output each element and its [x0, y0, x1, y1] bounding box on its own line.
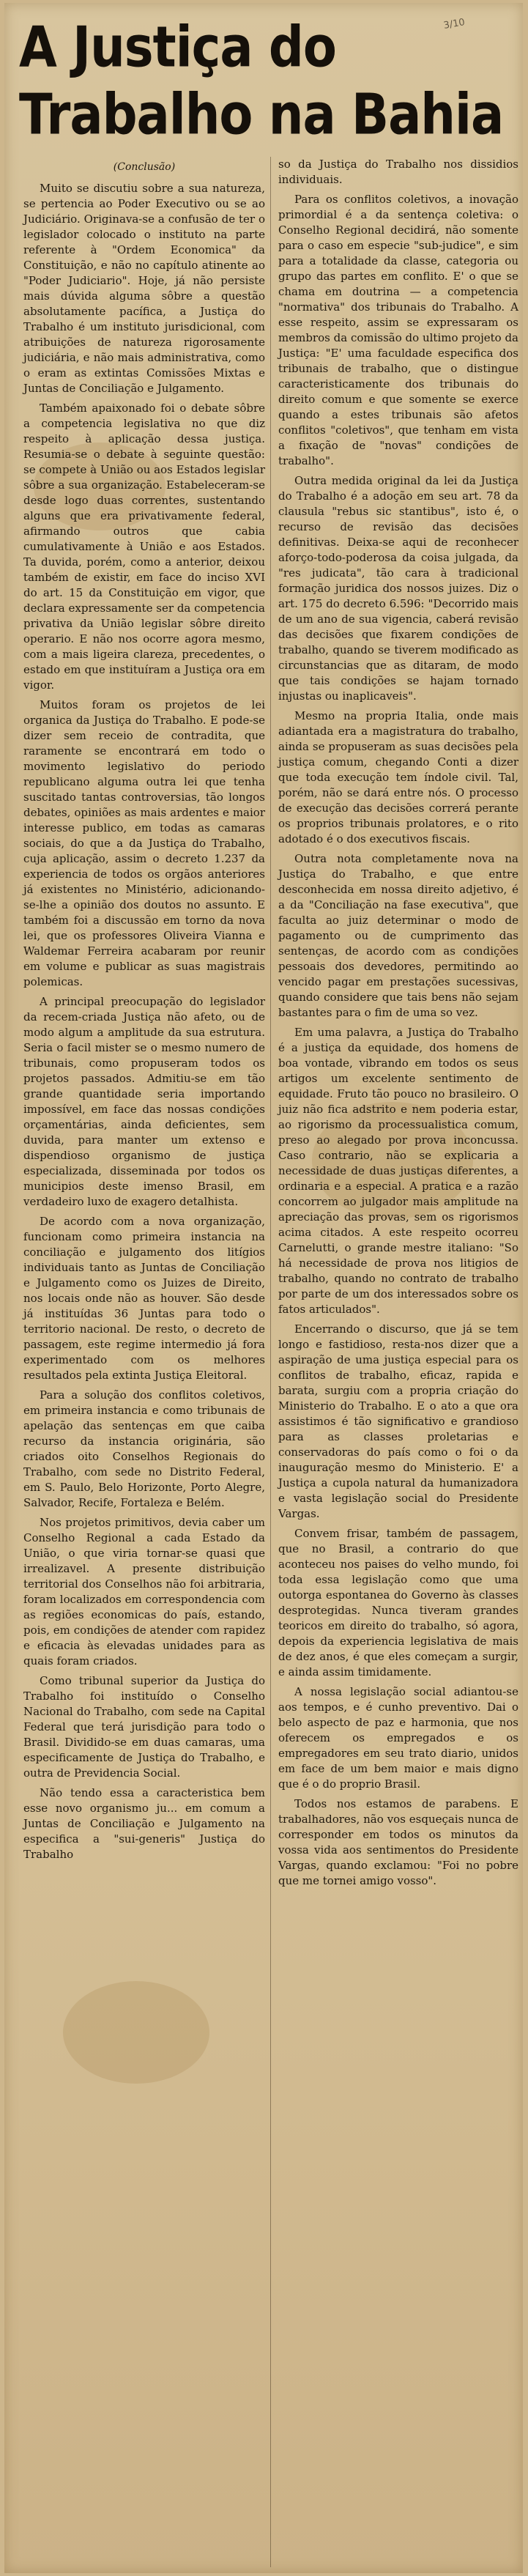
article-paragraph: Não tendo essa a caracteristica bem esse novo organismo ju... em comum a Juntas de Conciliação e Julgamento na especifica a "sui-generis" Justiça do Trabalho — [23, 1786, 265, 1861]
article-paragraph: De acordo com a nova organização, funcionam como primeira instancia na conciliação e julgamento dos litígios individuais tanto as Juntas de Conciliação e Julgamento como os Juizes de Direito, nos locais onde não as houver. São desde já instituídas 36 Juntas para todo o territorio nacional. De resto, o decreto de passagem, este regime intermedio já fora experimentado com os melhores resultados pela extinta Justiça Eleitoral. — [23, 1215, 265, 1382]
headline-line-2: Trabalho na Bahia — [19, 81, 504, 147]
article-paragraph: Muitos foram os projetos de lei organica da Justiça do Trabalho. E pode-se dizer sem receio de contradita, que raramente se encontrará em todo o movimento legislativo do periodo republicano alguma outra lei que tenha suscitado tantas controversias, tão longos debates, opiniões as mais ardentes e maior interesse publico, em todas as camaras sociais, do que a da Justiça do Trabalho, cuja aplicação, assim o decreto 1.237 da experiencia de todos os orgãos anteriores já existentes no Ministério, adicionando-se-lhe a opinião dos doutos no assunto. E também foi a discussão em torno da nova lei, que os professores Oliveira Vianna e Waldemar Ferreira acabaram por reunir em volume e publicar as suas magistrais polemicas. — [23, 698, 265, 988]
article-paragraph: A nossa legislação social adiantou-se aos tempos, e é cunho preventivo. Dai o belo aspecto de paz e harmonia, que nos oferecem os empregados e os empregadores em seu trato diario, unidos em face de um bem maior e mais digno que é o do proprio Brasil. — [278, 1685, 518, 1791]
article-paragraph: Em uma palavra, a Justiça do Trabalho é a justiça da equidade, dos homens de boa vontade, vibrando em todos os seus artigos um excelente sentimento de equidade. Fruto tão pouco no brasileiro. O juiz não fica adstrito e nem poderia estar, ao rigorismo da processualistica comum, preso ao alegado por prova inconcussa. Caso contrario, não se explicaria a necessidade de duas justiças diferentes, a ordinaria e a especial. A pratica e a razão concorrem ao julgador mais amplitude na apreciação das provas, sem os rigorismos acima citados. A este respeito ocorreu Carnelutti, o grande mestre italiano: "So há necessidade de prova nos litigios de trabalho, quando no contrato de trabalho por parte de um dos interessados sobre os fatos articulados". — [278, 1026, 518, 1316]
article-paragraph: Muito se discutiu sobre a sua natureza, se pertencia ao Poder Executivo ou se ao Judiciário. Originava-se a confusão de ter o legislador colocado o instituto na parte referente à "Ordem Economica" da Constituição, e não no capítulo atinente ao "Poder Judiciario". Hoje, já não persiste mais dúvida alguma sôbre a questão absolutamente pacífica, a Justiça do Trabalho é um instituto jurisdicional, com atribuições de natureza rigorosamente judiciária, e não mais administrativa, como o eram as extintas Comissões Mixtas e Juntas de Conciliação e Julgamento. — [23, 182, 265, 395]
article-paragraph: Para a solução dos conflitos coletivos, em primeira instancia e como tribunais de apelação das sentenças em que caiba recurso da instancia originária, são criados oito Conselhos Regionais do Trabalho, com sede no Distrito Federal, em S. Paulo, Belo Horizonte, Porto Alegre, Salvador, Recife, Fortaleza e Belém. — [23, 1388, 265, 1509]
article-paragraph: Todos nos estamos de parabens. E trabalhadores, não vos esqueçais nunca de corresponder em todos os minutos da vossa vida aos sentimentos do Presidente Vargas, quando exclamou: "Foi no pobre que me tornei amigo vosso". — [278, 1797, 518, 1887]
article-paragraph: Encerrando o discurso, que já se tem longo e fastidioso, resta-nos dizer que a aspiração de uma justiça especial para os conflitos de trabalho, eficaz, rapida e barata, surgiu com a propria criação do Ministerio do Trabalho. E o ato a que ora assistimos é tão significativo e grandioso para as classes proletarias e conservadoras do país como o foi o da inauguração mesmo do Ministerio. E' a Justiça a cupola natural da humanizadora e vasta legislação social do Presidente Vargas. — [278, 1322, 518, 1520]
handwritten-stamp: 3/10 — [442, 17, 466, 32]
article-paragraph: Também apaixonado foi o debate sôbre a competencia legislativa no que diz respeito à aplicação dessa justiça. Resumia-se o debate à seguinte questão: se compete à União ou aos Estados legislar sôbre a sua organização. Estabeleceram-se desde logo duas correntes, sustentando alguns que era privativamente federal, afirmando outros que cabia cumulativamente à União e aos Estados. Ta duvida, porém, como a anterior, deixou também de existir, em face do inciso XVI do art. 15 da Constituição em vigor, que declara expressamente ser da competencia privativa da União legislar sôbre direito operario. E não nos ocorre agora mesmo, com a mais ligeira clareza, precedentes, o estado em que instituíram a Justiça ora em vigor. — [23, 401, 265, 692]
article-paragraph: Convem frisar, também de passagem, que no Brasil, a contrario do que aconteceu nos paises do velho mundo, foi toda essa legislação como que uma outorga espontanea do Governo às classes desprotegidas. Nunca tiveram grandes teoricos em direito do trabalho, só agora, depois da experiencia legislativa de mais de dez anos, é que eles começam a surgir, e ainda assim timidamente. — [278, 1527, 518, 1679]
paper-stain — [63, 1981, 209, 2084]
article-paragraph: Outra medida original da lei da Justiça do Trabalho é a adoção em seu art. 78 da clausula "rebus sic stantibus", isto é, o recurso de revisão das decisões definitivas. Deixa-se aqui de reconhecer aforço-todo-poderosa da coisa julgada, da "res judicata", tão cara à tradicional formação juridica dos nossos juizes. Diz o art. 175 do decreto 6.596: "Decorrido mais de um ano de sua vigencia, caberá revisão das decisões que fixarem condições de trabalho, quando se tiverem modificado as circunstancias que as ditaram, de modo que tais condições se hajam tornado injustas ou inaplicaveis". — [278, 474, 518, 703]
article-paragraph: Para os conflitos coletivos, a inovação primordial é a da sentença coletiva: o Conselho Regional decidirá, não somente para o caso em especie "sub-judice", e sim para a totalidade da classe, categoria ou grupo das partes em conflito. E' o que se chama em doutrina — a competencia "normativa" dos tribunais do Trabalho. A esse respeito, assim se expressaram os membros da comissão do ultimo projeto da Justiça: "E' uma faculdade especifica dos tribunais de trabalho, que o distingue caracteristicamente dos tribunais do direito comum e que somente se exerce quando a estes tribunais são afetos conflitos "coletivos", que tenham em vista a fixação de "novas" condições de trabalho". — [278, 193, 518, 467]
article-paragraph: so da Justiça do Trabalho nos dissidios individuais. — [278, 158, 518, 186]
continuation-label: (Conclusão) — [113, 161, 176, 173]
headline — [19, 13, 523, 148]
left-column — [23, 160, 265, 1867]
article-paragraph: Outra nota completamente nova na Justiça do Trabalho, e que entre desconhecida em nossa direito adjetivo, é a da "Conciliação na fase executiva", que faculta ao juiz determinar o modo de pagamento ou de cumprimento das sentenças, de acordo com as condições pessoais dos devedores, permitindo ao vencido pagar em prestações sucessivas, quando considere que tais bens não sejam bastantes para o fim de uma so vez. — [278, 852, 518, 1019]
article-paragraph: A principal preocupação do legislador da recem-criada Justiça não afeto, ou de modo algum a amplitude da sua estrutura. Seria o facil mister se o mesmo numero de tribunais, como propuseram todos os projetos passados. Admitiu-se em tão grande quantidade seria importando impossível, em face das nossas condições orçamentárias, ainda deficientes, sem duvida, para manter um extenso e dispendioso organismo de justiça especializada, disseminada por todos os municipios deste imenso Brasil, em verdadeiro luxo de exagero detalhista. — [23, 995, 265, 1208]
article-paragraph: Como tribunal superior da Justiça do Trabalho foi instituído o Conselho Nacional do Trabalho, com sede na Capital Federal que terá jurisdição para todo o Brasil. Dividido-se em duas camaras, uma especificamente de Justiça do Trabalho, e outra de Previdencia Social. — [23, 1674, 265, 1780]
article-paragraph: Mesmo na propria Italia, onde mais adiantada era a magistratura do trabalho, ainda se propuseram as suas decisões pela justiça comum, chegando Conti a dizer que toda execução tem índole civil. Tal, porém, não se dará entre nós. O processo de execução das decisões correrá perante os proprios tribunais prolatores, e o rito adotado é o dos executivos fiscais. — [278, 709, 518, 845]
headline-line-1: A Justiça do — [19, 14, 336, 80]
column-divider — [270, 157, 271, 2567]
right-column — [278, 157, 518, 1893]
article-paragraph: Nos projetos primitivos, devia caber um Conselho Regional a cada Estado da União, o que viria tornar-se quasi que irrealizavel. A presente distribuição territorial dos Conselhos não foi arbitraria, foram localizados em correspondencia com as regiões economicas do país, estando, pois, em condições de atender com rapidez e eficacia às elevadas unidades para as quais foram criados. — [23, 1516, 265, 1668]
newspaper-clipping — [4, 3, 523, 2573]
